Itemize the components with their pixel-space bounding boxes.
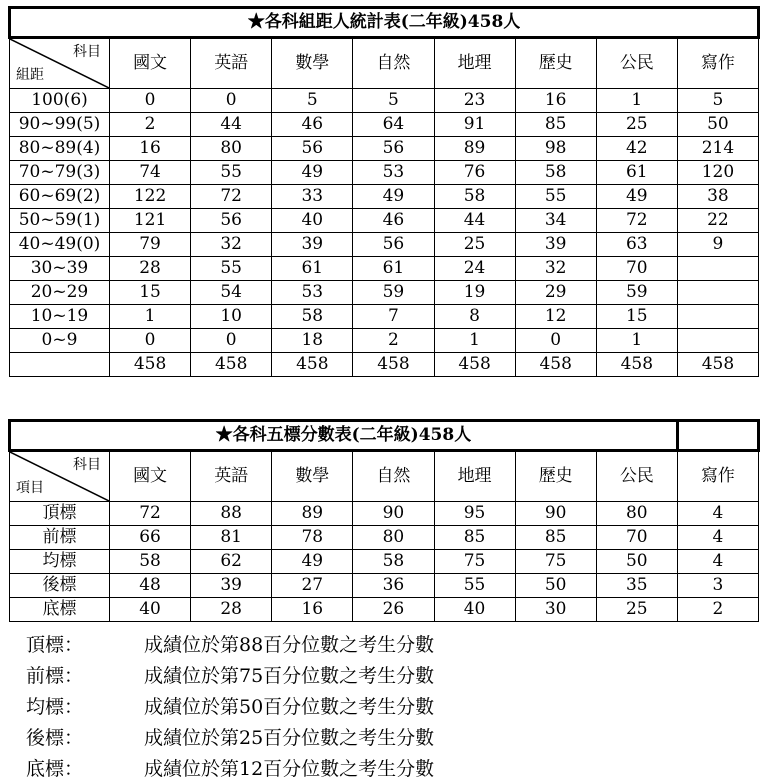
table-row bbox=[10, 113, 759, 137]
value-cell: 55 bbox=[191, 161, 272, 185]
row-label: 前標 bbox=[10, 526, 110, 550]
value-cell: 4 bbox=[677, 526, 758, 550]
value-cell bbox=[677, 257, 758, 281]
total-cell: 458 bbox=[515, 353, 596, 377]
row-label: 70~79(3) bbox=[10, 161, 110, 185]
value-cell: 1 bbox=[596, 329, 677, 353]
note-text: 成績位於第88百分位數之考生分數 bbox=[144, 634, 435, 656]
corner-range-label: 組距 bbox=[16, 67, 44, 83]
note-key: 底標： bbox=[26, 758, 84, 780]
value-cell: 25 bbox=[434, 233, 515, 257]
value-cell: 80 bbox=[353, 526, 434, 550]
note-row bbox=[26, 628, 746, 659]
value-cell: 50 bbox=[677, 113, 758, 137]
value-cell: 50 bbox=[515, 574, 596, 598]
note-key: 前標： bbox=[26, 665, 84, 687]
value-cell: 88 bbox=[191, 502, 272, 526]
subject-header: 英語 bbox=[191, 451, 272, 502]
value-cell: 58 bbox=[353, 550, 434, 574]
value-cell: 80 bbox=[596, 502, 677, 526]
table1-corner-cell bbox=[10, 38, 110, 89]
note-row bbox=[26, 659, 746, 690]
table2-header-row bbox=[10, 451, 759, 502]
value-cell: 9 bbox=[677, 233, 758, 257]
note-row bbox=[26, 721, 746, 752]
value-cell: 85 bbox=[515, 526, 596, 550]
table2-body bbox=[10, 502, 759, 622]
subject-header: 國文 bbox=[110, 451, 191, 502]
note-key: 頂標： bbox=[26, 634, 84, 656]
value-cell: 72 bbox=[191, 185, 272, 209]
total-cell: 458 bbox=[110, 353, 191, 377]
note-text: 成績位於第25百分位數之考生分數 bbox=[144, 727, 435, 749]
table-row bbox=[10, 598, 759, 622]
table-row bbox=[10, 574, 759, 598]
value-cell: 0 bbox=[191, 89, 272, 113]
table-row bbox=[10, 137, 759, 161]
total-cell: 458 bbox=[353, 353, 434, 377]
row-label: 0~9 bbox=[10, 329, 110, 353]
value-cell: 27 bbox=[272, 574, 353, 598]
value-cell: 90 bbox=[515, 502, 596, 526]
total-cell: 458 bbox=[677, 353, 758, 377]
value-cell: 90 bbox=[353, 502, 434, 526]
value-cell: 58 bbox=[515, 161, 596, 185]
value-cell: 25 bbox=[596, 113, 677, 137]
value-cell: 1 bbox=[596, 89, 677, 113]
value-cell: 91 bbox=[434, 113, 515, 137]
table-row bbox=[10, 281, 759, 305]
value-cell: 28 bbox=[110, 257, 191, 281]
value-cell: 44 bbox=[191, 113, 272, 137]
value-cell: 49 bbox=[596, 185, 677, 209]
value-cell: 19 bbox=[434, 281, 515, 305]
value-cell: 39 bbox=[191, 574, 272, 598]
table1-header-row bbox=[10, 38, 759, 89]
row-label: 均標 bbox=[10, 550, 110, 574]
value-cell: 59 bbox=[353, 281, 434, 305]
subject-header: 自然 bbox=[353, 38, 434, 89]
value-cell: 46 bbox=[353, 209, 434, 233]
subject-header: 英語 bbox=[191, 38, 272, 89]
value-cell: 66 bbox=[110, 526, 191, 550]
value-cell: 80 bbox=[191, 137, 272, 161]
table1-total-row bbox=[10, 353, 759, 377]
value-cell: 15 bbox=[110, 281, 191, 305]
value-cell: 0 bbox=[110, 329, 191, 353]
value-cell: 72 bbox=[110, 502, 191, 526]
value-cell: 95 bbox=[434, 502, 515, 526]
row-label: 10~19 bbox=[10, 305, 110, 329]
value-cell: 121 bbox=[110, 209, 191, 233]
value-cell: 75 bbox=[434, 550, 515, 574]
value-cell: 40 bbox=[434, 598, 515, 622]
value-cell: 56 bbox=[272, 137, 353, 161]
value-cell: 10 bbox=[191, 305, 272, 329]
total-cell: 458 bbox=[272, 353, 353, 377]
note-key: 後標： bbox=[26, 727, 84, 749]
value-cell: 61 bbox=[272, 257, 353, 281]
subject-header: 數學 bbox=[272, 451, 353, 502]
value-cell: 49 bbox=[272, 550, 353, 574]
value-cell: 89 bbox=[434, 137, 515, 161]
value-cell: 72 bbox=[596, 209, 677, 233]
value-cell: 89 bbox=[272, 502, 353, 526]
value-cell: 28 bbox=[191, 598, 272, 622]
value-cell: 50 bbox=[596, 550, 677, 574]
value-cell: 53 bbox=[272, 281, 353, 305]
total-cell: 458 bbox=[596, 353, 677, 377]
table2-title-blank bbox=[677, 421, 758, 451]
corner-subject-label: 科目 bbox=[73, 457, 101, 473]
value-cell: 61 bbox=[596, 161, 677, 185]
value-cell: 5 bbox=[677, 89, 758, 113]
note-text: 成績位於第12百分位數之考生分數 bbox=[144, 758, 435, 780]
row-label: 60~69(2) bbox=[10, 185, 110, 209]
row-label: 20~29 bbox=[10, 281, 110, 305]
value-cell bbox=[677, 305, 758, 329]
note-text: 成績位於第50百分位數之考生分數 bbox=[144, 696, 435, 718]
value-cell: 3 bbox=[677, 574, 758, 598]
value-cell: 49 bbox=[272, 161, 353, 185]
value-cell: 4 bbox=[677, 502, 758, 526]
value-cell: 8 bbox=[434, 305, 515, 329]
table-row bbox=[10, 550, 759, 574]
value-cell: 44 bbox=[434, 209, 515, 233]
subject-header: 寫作 bbox=[677, 451, 758, 502]
row-label: 100(6) bbox=[10, 89, 110, 113]
table-row bbox=[10, 329, 759, 353]
value-cell: 58 bbox=[110, 550, 191, 574]
value-cell: 2 bbox=[677, 598, 758, 622]
value-cell: 16 bbox=[515, 89, 596, 113]
table1-title: ★各科組距人統計表(二年級)458人 bbox=[10, 8, 759, 38]
value-cell: 56 bbox=[353, 137, 434, 161]
value-cell: 55 bbox=[191, 257, 272, 281]
subject-header: 地理 bbox=[434, 451, 515, 502]
table-row bbox=[10, 161, 759, 185]
table-row bbox=[10, 526, 759, 550]
value-cell: 56 bbox=[353, 233, 434, 257]
value-cell: 12 bbox=[515, 305, 596, 329]
group-distribution-table bbox=[8, 6, 760, 377]
total-cell: 458 bbox=[434, 353, 515, 377]
value-cell: 5 bbox=[353, 89, 434, 113]
value-cell: 63 bbox=[596, 233, 677, 257]
value-cell: 25 bbox=[596, 598, 677, 622]
note-key: 均標： bbox=[26, 696, 84, 718]
value-cell: 24 bbox=[434, 257, 515, 281]
value-cell: 22 bbox=[677, 209, 758, 233]
standard-definitions bbox=[26, 628, 746, 783]
subject-header: 公民 bbox=[596, 38, 677, 89]
value-cell: 49 bbox=[353, 185, 434, 209]
value-cell: 58 bbox=[434, 185, 515, 209]
value-cell: 15 bbox=[596, 305, 677, 329]
value-cell: 40 bbox=[110, 598, 191, 622]
value-cell: 54 bbox=[191, 281, 272, 305]
note-row bbox=[26, 752, 746, 783]
value-cell: 48 bbox=[110, 574, 191, 598]
subject-header: 寫作 bbox=[677, 38, 758, 89]
value-cell: 32 bbox=[191, 233, 272, 257]
value-cell: 85 bbox=[515, 113, 596, 137]
subject-header: 國文 bbox=[110, 38, 191, 89]
value-cell: 36 bbox=[353, 574, 434, 598]
subject-header: 地理 bbox=[434, 38, 515, 89]
row-label: 頂標 bbox=[10, 502, 110, 526]
value-cell: 38 bbox=[677, 185, 758, 209]
value-cell: 75 bbox=[515, 550, 596, 574]
table-row bbox=[10, 185, 759, 209]
value-cell: 56 bbox=[191, 209, 272, 233]
value-cell: 7 bbox=[353, 305, 434, 329]
total-label-cell bbox=[10, 353, 110, 377]
value-cell: 55 bbox=[515, 185, 596, 209]
table1-body bbox=[10, 89, 759, 353]
note-row bbox=[26, 690, 746, 721]
value-cell: 16 bbox=[110, 137, 191, 161]
row-label: 80~89(4) bbox=[10, 137, 110, 161]
value-cell: 34 bbox=[515, 209, 596, 233]
table-row bbox=[10, 257, 759, 281]
value-cell: 18 bbox=[272, 329, 353, 353]
value-cell: 70 bbox=[596, 526, 677, 550]
table-row bbox=[10, 233, 759, 257]
total-cell: 458 bbox=[191, 353, 272, 377]
table-row bbox=[10, 89, 759, 113]
table2-corner-cell bbox=[10, 451, 110, 502]
value-cell: 74 bbox=[110, 161, 191, 185]
value-cell bbox=[677, 281, 758, 305]
value-cell: 2 bbox=[110, 113, 191, 137]
table-row bbox=[10, 502, 759, 526]
value-cell: 1 bbox=[110, 305, 191, 329]
value-cell: 214 bbox=[677, 137, 758, 161]
value-cell: 58 bbox=[272, 305, 353, 329]
subject-header: 公民 bbox=[596, 451, 677, 502]
value-cell: 0 bbox=[515, 329, 596, 353]
value-cell: 64 bbox=[353, 113, 434, 137]
value-cell: 120 bbox=[677, 161, 758, 185]
value-cell: 1 bbox=[434, 329, 515, 353]
value-cell: 0 bbox=[191, 329, 272, 353]
value-cell: 78 bbox=[272, 526, 353, 550]
row-label: 30~39 bbox=[10, 257, 110, 281]
value-cell: 40 bbox=[272, 209, 353, 233]
table-row bbox=[10, 305, 759, 329]
value-cell: 4 bbox=[677, 550, 758, 574]
table-row bbox=[10, 209, 759, 233]
value-cell: 16 bbox=[272, 598, 353, 622]
corner-subject-label: 科目 bbox=[73, 44, 101, 60]
value-cell: 98 bbox=[515, 137, 596, 161]
row-label: 90~99(5) bbox=[10, 113, 110, 137]
table2-title: ★各科五標分數表(二年級)458人 bbox=[10, 421, 678, 451]
value-cell: 32 bbox=[515, 257, 596, 281]
value-cell: 70 bbox=[596, 257, 677, 281]
value-cell: 2 bbox=[353, 329, 434, 353]
subject-header: 歷史 bbox=[515, 451, 596, 502]
value-cell: 81 bbox=[191, 526, 272, 550]
value-cell: 53 bbox=[353, 161, 434, 185]
note-text: 成績位於第75百分位數之考生分數 bbox=[144, 665, 435, 687]
value-cell: 42 bbox=[596, 137, 677, 161]
value-cell: 61 bbox=[353, 257, 434, 281]
value-cell: 39 bbox=[515, 233, 596, 257]
value-cell: 46 bbox=[272, 113, 353, 137]
five-standard-table bbox=[8, 419, 760, 622]
subject-header: 數學 bbox=[272, 38, 353, 89]
value-cell: 62 bbox=[191, 550, 272, 574]
value-cell: 0 bbox=[110, 89, 191, 113]
value-cell: 76 bbox=[434, 161, 515, 185]
corner-item-label: 項目 bbox=[16, 480, 44, 496]
row-label: 底標 bbox=[10, 598, 110, 622]
value-cell: 35 bbox=[596, 574, 677, 598]
subject-header: 歷史 bbox=[515, 38, 596, 89]
row-label: 50~59(1) bbox=[10, 209, 110, 233]
value-cell: 30 bbox=[515, 598, 596, 622]
subject-header: 自然 bbox=[353, 451, 434, 502]
value-cell: 85 bbox=[434, 526, 515, 550]
value-cell: 26 bbox=[353, 598, 434, 622]
value-cell: 122 bbox=[110, 185, 191, 209]
value-cell: 55 bbox=[434, 574, 515, 598]
value-cell: 39 bbox=[272, 233, 353, 257]
value-cell: 29 bbox=[515, 281, 596, 305]
value-cell bbox=[677, 329, 758, 353]
value-cell: 5 bbox=[272, 89, 353, 113]
value-cell: 33 bbox=[272, 185, 353, 209]
row-label: 後標 bbox=[10, 574, 110, 598]
value-cell: 59 bbox=[596, 281, 677, 305]
value-cell: 79 bbox=[110, 233, 191, 257]
value-cell: 23 bbox=[434, 89, 515, 113]
row-label: 40~49(0) bbox=[10, 233, 110, 257]
